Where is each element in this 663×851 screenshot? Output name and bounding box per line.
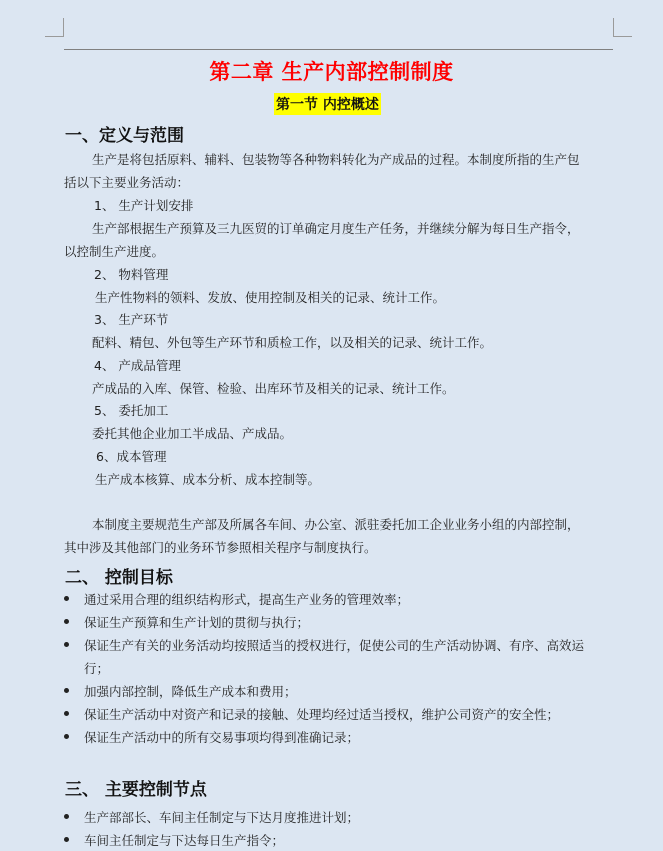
objective-item: 保证生产活动中对资产和记录的接触、处理均经过适当授权，维护公司资产的安全性； — [84, 707, 560, 722]
intro-line-2: 括以下主要业务活动： — [64, 175, 190, 190]
heading-control-objectives: 二、 控制目标 — [65, 568, 173, 588]
item-4-desc: 产成品的入库、保管、检验、出库环节及相关的记录、统计工作。 — [92, 381, 455, 396]
bullet-dot — [64, 814, 69, 819]
item-6-title: 6、成本管理 — [96, 449, 167, 464]
item-2-title: 2、 物料管理 — [94, 267, 169, 282]
item-2-desc: 生产性物料的领料、发放、使用控制及相关的记录、统计工作。 — [95, 290, 446, 305]
objective-item: 保证生产有关的业务活动均按照适当的授权进行，促使公司的生产活动协调、有序、高效运 — [84, 638, 585, 653]
header-rule — [64, 49, 613, 50]
bullet-dot — [64, 711, 69, 716]
section-title: 第一节 内控概述 — [274, 93, 381, 115]
objective-item: 加强内部控制，降低生产成本和费用； — [84, 684, 297, 699]
heading-definition-scope: 一、定义与范围 — [65, 126, 184, 146]
objective-item: 通过采用合理的组织结构形式，提高生产业务的管理效率； — [84, 592, 410, 607]
item-3-desc: 配料、精包、外包等生产环节和质检工作，以及相关的记录、统计工作。 — [92, 335, 493, 350]
objective-item: 保证生产预算和生产计划的贯彻与执行； — [84, 615, 310, 630]
chapter-title: 第二章 生产内部控制制度 — [209, 60, 454, 84]
item-6-desc: 生产成本核算、成本分析、成本控制等。 — [95, 472, 321, 487]
objective-item-continuation: 行； — [84, 661, 110, 676]
scope-line-2: 其中涉及其他部门的业务环节参照相关程序与制度执行。 — [64, 540, 377, 555]
item-1-line-2: 以控制生产进度。 — [64, 244, 165, 259]
item-1-line-1: 生产部根据生产预算及三九医贸的订单确定月度生产任务，并继续分解为每日生产指令， — [92, 221, 580, 236]
item-3-title: 3、 生产环节 — [94, 312, 169, 327]
bullet-dot — [64, 642, 69, 647]
intro-line-1: 生产是将包括原料、辅料、包装物等各种物料转化为产成品的过程。本制度所指的生产包 — [92, 152, 580, 167]
item-5-desc: 委托其他企业加工半成品、产成品。 — [92, 426, 293, 441]
bullet-dot — [64, 734, 69, 739]
bullet-dot — [64, 619, 69, 624]
objective-item: 保证生产活动中的所有交易事项均得到准确记录； — [84, 730, 360, 745]
item-1-title: 1、 生产计划安排 — [94, 198, 194, 213]
page-corner-mark-right — [613, 18, 632, 37]
bullet-dot — [64, 596, 69, 601]
page-corner-mark-left — [45, 18, 64, 37]
bullet-dot — [64, 688, 69, 693]
scope-line-1: 本制度主要规范生产部及所属各车间、办公室、派驻委托加工企业业务小组的内部控制， — [92, 517, 580, 532]
bullet-dot — [64, 837, 69, 842]
item-5-title: 5、 委托加工 — [94, 403, 169, 418]
item-4-title: 4、 产成品管理 — [94, 358, 181, 373]
control-point-item: 车间主任制定与下达每日生产指令； — [84, 833, 285, 848]
control-point-item: 生产部部长、车间主任制定与下达月度推进计划； — [84, 810, 360, 825]
heading-main-control-points: 三、 主要控制节点 — [65, 780, 207, 800]
